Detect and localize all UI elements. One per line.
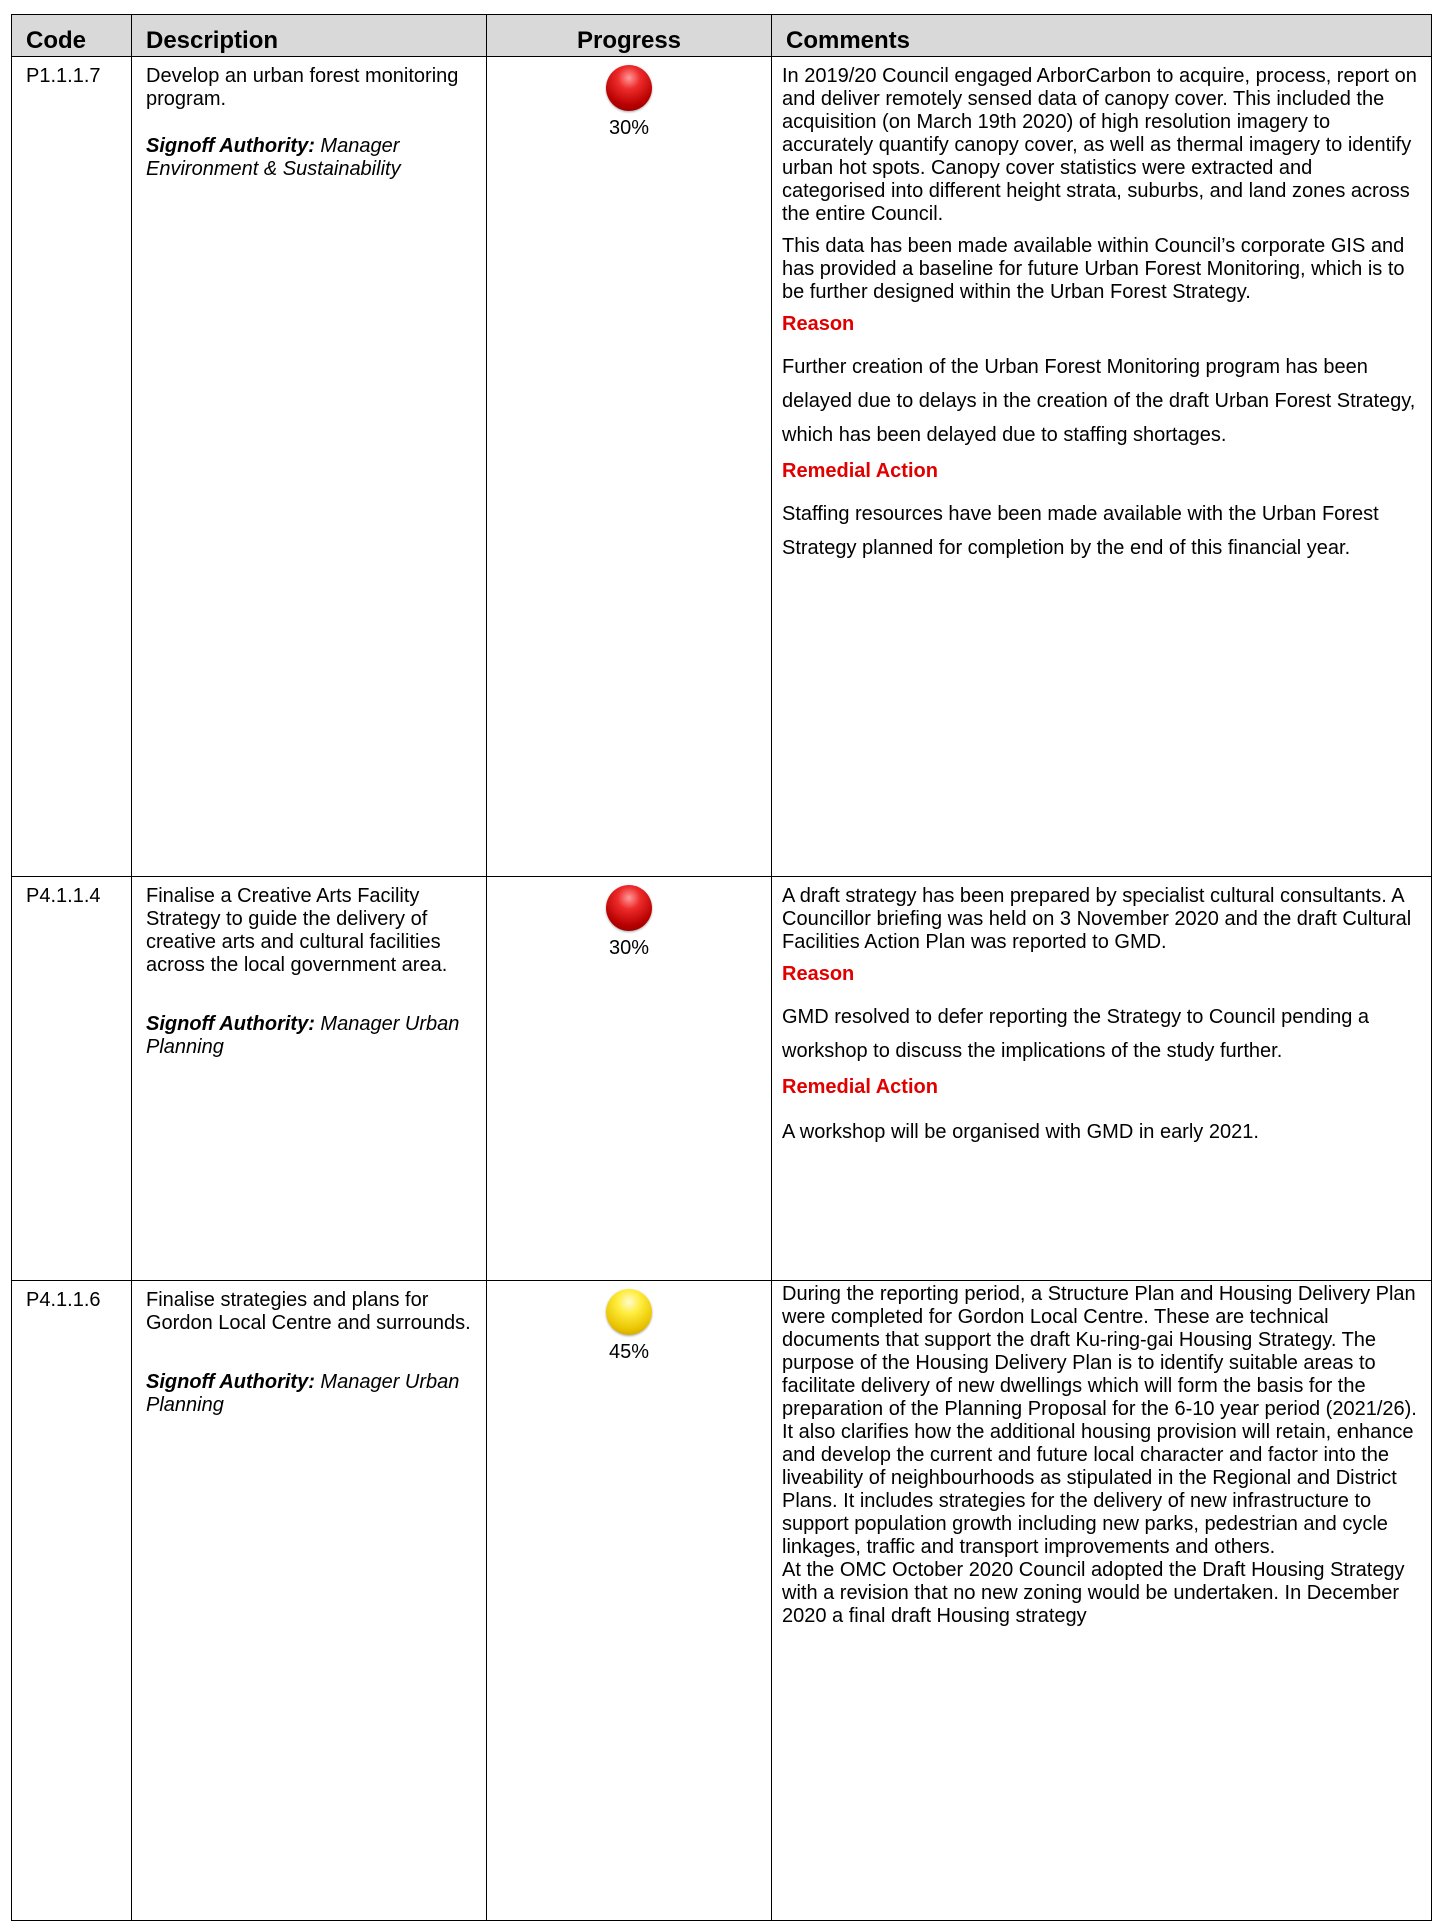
comment-paragraph: A draft strategy has been prepared by specialist cultural consultants. A Councillor briefing was held on 3 November 2020 and the draft Cultural Facilities Action Plan was reported to GMD.: [782, 885, 1412, 953]
remedial-action-heading: Remedial Action: [782, 1076, 938, 1098]
signoff-value: Manager Environment & Sustainability: [146, 135, 401, 180]
red-status-indicator-icon: [606, 65, 652, 111]
comment-paragraph: At the OMC October 2020 Council adopted the Draft Housing Strategy with a revision that no new zoning would be undertaken. In December 2020 a final draft Housing strategy: [782, 1559, 1405, 1627]
signoff-authority: [146, 1371, 472, 1417]
remedial-action-text: Staffing resources have been made available with the Urban Forest Strategy planned for completion by the end of this financial year.: [782, 503, 1379, 559]
row-progress-cell: [487, 57, 772, 877]
progress-percent: 30%: [608, 117, 650, 139]
reason-heading: Reason: [782, 313, 855, 335]
signoff-label: Signoff Authority:: [146, 135, 315, 157]
row-description-cell: [132, 877, 487, 1281]
row-progress-cell: [487, 1281, 772, 1921]
row-code: P1.1.1.7: [12, 57, 132, 877]
row-description: Finalise strategies and plans for Gordon Local Centre and surrounds.: [146, 1289, 471, 1334]
reason-text: Further creation of the Urban Forest Monitoring program has been delayed due to delays in the creation of the draft Urban Forest Strategy, which has been delayed due to staffing shortages.: [782, 356, 1416, 446]
progress-percent: 45%: [608, 1341, 650, 1363]
remedial-action-text: A workshop will be organised with GMD in early 2021.: [782, 1121, 1259, 1143]
row-comments-cell: [772, 57, 1432, 877]
table-row: [12, 877, 1432, 1281]
row-code: P4.1.1.4: [12, 877, 132, 1281]
table-row: [12, 1281, 1432, 1921]
comment-paragraph: In 2019/20 Council engaged ArborCarbon to acquire, process, report on and deliver remotely sensed data of canopy cover. This included the acquisition (on March 19th 2020) of high resolution imagery to accurately quantify canopy cover, as well as thermal imagery to identify urban hot spots. Canopy cover statistics were extracted and categorised into different height strata, suburbs, and land zones across the entire Council.: [782, 65, 1417, 225]
row-comments-cell: [772, 1281, 1432, 1921]
column-header-code: Code: [12, 15, 132, 57]
row-comments-cell: [772, 877, 1432, 1281]
yellow-status-indicator-icon: [606, 1289, 652, 1335]
progress-percent: 30%: [608, 937, 650, 959]
table-header-row: [12, 15, 1432, 57]
row-code: P4.1.1.6: [12, 1281, 132, 1921]
signoff-value: Manager Urban Planning: [146, 1371, 460, 1416]
comment-paragraph: This data has been made available within Council’s corporate GIS and has provided a baseline for future Urban Forest Monitoring, which is to be further designed within the Urban Forest Strategy.: [782, 235, 1405, 303]
signoff-authority: [146, 1013, 472, 1059]
reason-text: GMD resolved to defer reporting the Strategy to Council pending a workshop to discuss the implications of the study further.: [782, 1006, 1369, 1062]
remedial-action-heading: Remedial Action: [782, 460, 938, 482]
row-description: Finalise a Creative Arts Facility Strategy to guide the delivery of creative arts and cultural facilities across the local government area.: [146, 885, 448, 976]
comment-paragraph: During the reporting period, a Structure Plan and Housing Delivery Plan were completed for Gordon Local Centre. These are technical documents that support the draft Ku-ring-gai Housing Strategy. The purpose of the Housing Delivery Plan is to identify suitable areas to facilitate delivery of new dwellings which will form the basis for the preparation of the Planning Proposal for the 6-10 year period (2021/26). It also clarifies how the additional housing provision will retain, enhance and develop the current and future local character and factor into the liveability of neighbourhoods as stipulated in the Regional and District Plans. It includes strategies for the delivery of new infrastructure to support population growth including new parks, pedestrian and cycle linkages, traffic and transport improvements and others.: [782, 1283, 1417, 1558]
red-status-indicator-icon: [606, 885, 652, 931]
signoff-label: Signoff Authority:: [146, 1371, 315, 1393]
column-header-comments: Comments: [772, 15, 1432, 57]
signoff-label: Signoff Authority:: [146, 1013, 315, 1035]
table-row: [12, 57, 1432, 877]
row-progress-cell: [487, 877, 772, 1281]
row-description-cell: [132, 1281, 487, 1921]
row-description-cell: [132, 57, 487, 877]
signoff-authority: [146, 135, 472, 181]
reason-heading: Reason: [782, 963, 855, 985]
row-description: Develop an urban forest monitoring program.: [146, 65, 459, 110]
column-header-description: Description: [132, 15, 487, 57]
signoff-value: Manager Urban Planning: [146, 1013, 460, 1058]
column-header-progress: Progress: [487, 15, 772, 57]
progress-report-table: [11, 14, 1432, 1921]
